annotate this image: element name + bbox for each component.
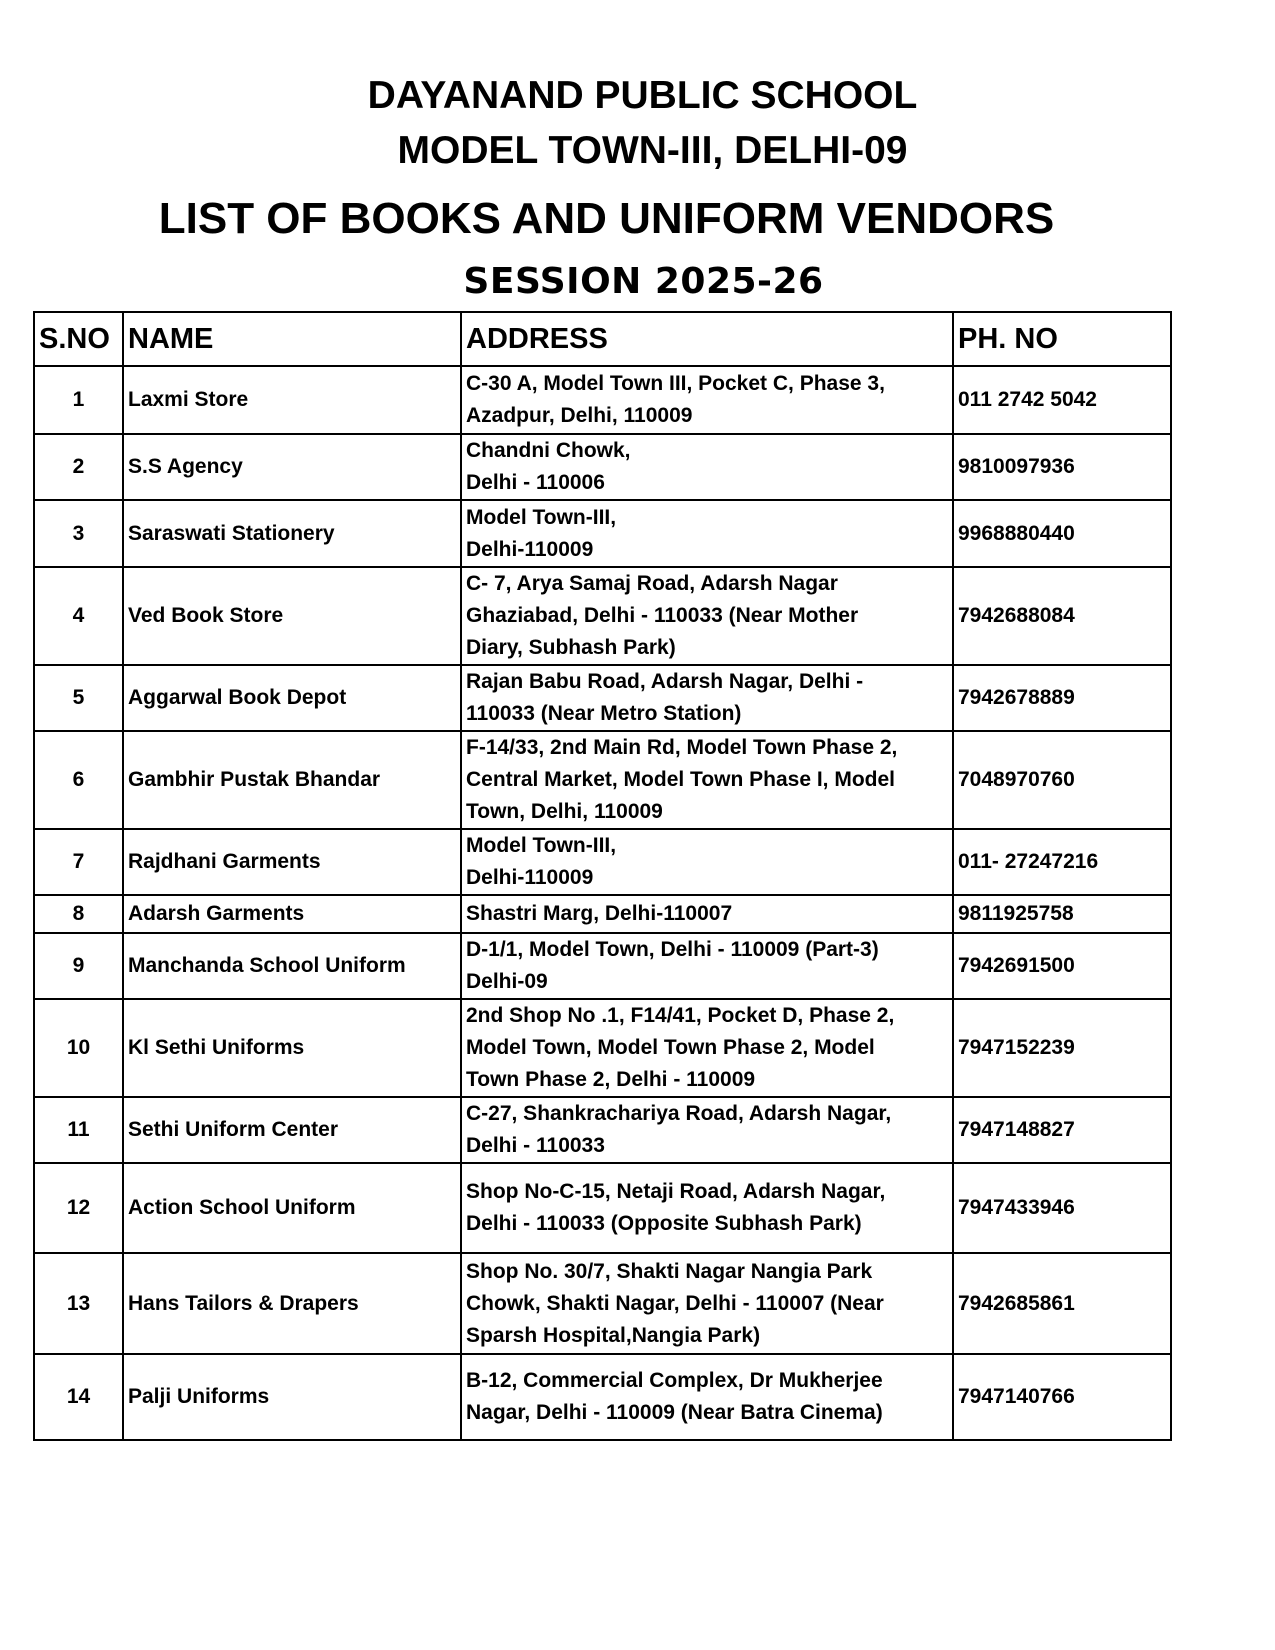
table-header-row — [34, 312, 1171, 366]
vendor-phone-cell: 7942691500 — [953, 933, 1171, 999]
address-line: Delhi - 110033 (Opposite Subhash Park) — [466, 1212, 862, 1235]
vendor-address-cell — [461, 895, 953, 933]
serial-number-cell: 8 — [34, 895, 123, 933]
vendor-name-cell: Ved Book Store — [123, 567, 461, 665]
vendor-address-cell — [461, 731, 953, 829]
vendor-phone-cell: 7942685861 — [953, 1253, 1171, 1354]
address-line: Town Phase 2, Delhi - 110009 — [466, 1068, 756, 1091]
serial-number-cell: 3 — [34, 500, 123, 567]
address-line: B-12, Commercial Complex, Dr Mukherjee — [466, 1369, 883, 1392]
serial-number-cell: 9 — [34, 933, 123, 999]
table-row — [34, 999, 1171, 1097]
address-line: Delhi-09 — [466, 970, 548, 993]
vendor-name-cell: Laxmi Store — [123, 366, 461, 434]
serial-number-cell: 4 — [34, 567, 123, 665]
address-line: Ghaziabad, Delhi - 110033 (Near Mother — [466, 604, 859, 627]
address-line: Delhi - 110006 — [466, 471, 605, 494]
vendor-phone-cell: 7048970760 — [953, 731, 1171, 829]
address-line: Delhi - 110033 — [466, 1134, 605, 1157]
vendor-name-cell: Kl Sethi Uniforms — [123, 999, 461, 1097]
address-line: C-27, Shankrachariya Road, Adarsh Nagar, — [466, 1102, 892, 1125]
table-row — [34, 1354, 1171, 1440]
table-row — [34, 567, 1171, 665]
table-row — [34, 933, 1171, 999]
vendor-name-cell: Sethi Uniform Center — [123, 1097, 461, 1163]
serial-number-cell: 7 — [34, 829, 123, 895]
address-line: Model Town, Model Town Phase 2, Model — [466, 1036, 875, 1059]
serial-number-cell: 10 — [34, 999, 123, 1097]
serial-number-cell: 5 — [34, 665, 123, 731]
address-line: Chowk, Shakti Nagar, Delhi - 110007 (Near — [466, 1291, 884, 1315]
vendor-phone-cell: 7947433946 — [953, 1163, 1171, 1253]
table-row — [34, 829, 1171, 895]
address-line: Azadpur, Delhi, 110009 — [466, 404, 693, 427]
vendor-name-cell: Action School Uniform — [123, 1163, 461, 1253]
vendor-phone-cell: 7942688084 — [953, 567, 1171, 665]
serial-number-cell: 14 — [34, 1354, 123, 1440]
address-line: 2nd Shop No .1, F14/41, Pocket D, Phase 2, — [466, 1004, 895, 1027]
session-label: SESSION 2025-26 — [463, 261, 824, 302]
table-row — [34, 665, 1171, 731]
vendor-name-cell: Aggarwal Book Depot — [123, 665, 461, 731]
vendor-phone-cell: 9810097936 — [953, 434, 1171, 500]
address-line: Nagar, Delhi - 110009 (Near Batra Cinema) — [466, 1401, 883, 1424]
school-name: DAYANAND PUBLIC SCHOOL — [367, 74, 918, 117]
table-row — [34, 434, 1171, 500]
vendor-address-cell — [461, 933, 953, 999]
table-row — [34, 500, 1171, 567]
vendor-phone-cell: 011 2742 5042 — [953, 366, 1171, 434]
address-line: C-30 A, Model Town III, Pocket C, Phase 3, — [466, 372, 885, 395]
vendor-phone-cell: 9811925758 — [953, 895, 1171, 933]
table-row — [34, 366, 1171, 434]
vendor-name-cell: S.S Agency — [123, 434, 461, 500]
column-header-address: ADDRESS — [461, 312, 953, 366]
school-location: MODEL TOWN-III, DELHI-09 — [397, 129, 908, 172]
table-row — [34, 1163, 1171, 1253]
address-line: D-1/1, Model Town, Delhi - 110009 (Part-3) — [466, 938, 879, 961]
address-line: Shop No. 30/7, Shakti Nagar Nangia Park — [466, 1259, 873, 1283]
vendor-phone-cell: 7947152239 — [953, 999, 1171, 1097]
table-row — [34, 1097, 1171, 1163]
vendor-name-cell: Saraswati Stationery — [123, 500, 461, 567]
serial-number-cell: 1 — [34, 366, 123, 434]
address-line: Diary, Subhash Park) — [466, 636, 676, 659]
vendor-phone-cell: 9968880440 — [953, 500, 1171, 567]
vendor-address-cell — [461, 1097, 953, 1163]
vendor-address-cell — [461, 567, 953, 665]
vendor-phone-cell: 7947140766 — [953, 1354, 1171, 1440]
list-title: LIST OF BOOKS AND UNIFORM VENDORS — [158, 194, 1055, 243]
vendor-address-cell — [461, 665, 953, 731]
address-line: Rajan Babu Road, Adarsh Nagar, Delhi - — [466, 670, 864, 693]
address-line: 110033 (Near Metro Station) — [466, 702, 742, 725]
column-header-sno: S.NO — [34, 312, 123, 366]
table-row — [34, 731, 1171, 829]
vendor-phone-cell: 7942678889 — [953, 665, 1171, 731]
address-line: Town, Delhi, 110009 — [466, 800, 663, 823]
vendor-phone-cell: 011- 27247216 — [953, 829, 1171, 895]
serial-number-cell: 2 — [34, 434, 123, 500]
address-line: Chandni Chowk, — [466, 439, 631, 462]
address-line: Shastri Marg, Delhi-110007 — [466, 902, 733, 925]
vendor-address-cell — [461, 434, 953, 500]
address-line: Shop No-C-15, Netaji Road, Adarsh Nagar, — [466, 1180, 886, 1203]
vendor-name-cell: Palji Uniforms — [123, 1354, 461, 1440]
vendor-name-cell: Hans Tailors & Drapers — [123, 1253, 461, 1354]
serial-number-cell: 12 — [34, 1163, 123, 1253]
vendor-address-cell — [461, 1163, 953, 1253]
address-line: Model Town-III, — [466, 834, 617, 857]
vendor-address-cell — [461, 1253, 953, 1354]
table-row — [34, 895, 1171, 933]
vendor-name-cell: Adarsh Garments — [123, 895, 461, 933]
column-header-name: NAME — [123, 312, 461, 366]
vendor-address-cell — [461, 1354, 953, 1440]
table-row — [34, 1253, 1171, 1354]
vendor-name-cell: Gambhir Pustak Bhandar — [123, 731, 461, 829]
vendor-address-cell — [461, 500, 953, 567]
vendor-name-cell: Manchanda School Uniform — [123, 933, 461, 999]
vendor-phone-cell: 7947148827 — [953, 1097, 1171, 1163]
vendor-address-cell — [461, 999, 953, 1097]
serial-number-cell: 6 — [34, 731, 123, 829]
vendors-table — [33, 311, 1172, 1441]
vendor-name-cell: Rajdhani Garments — [123, 829, 461, 895]
address-line: F-14/33, 2nd Main Rd, Model Town Phase 2, — [466, 736, 898, 759]
address-line: Sparsh Hospital,Nangia Park) — [466, 1323, 761, 1347]
address-line: Delhi-110009 — [466, 866, 594, 889]
column-header-phone: PH. NO — [953, 312, 1171, 366]
serial-number-cell: 11 — [34, 1097, 123, 1163]
address-line: Delhi-110009 — [466, 537, 594, 561]
vendor-rows — [34, 366, 1171, 1440]
address-line: C- 7, Arya Samaj Road, Adarsh Nagar — [466, 572, 838, 595]
serial-number-cell: 13 — [34, 1253, 123, 1354]
address-line: Model Town-III, — [466, 505, 617, 529]
vendor-address-cell — [461, 366, 953, 434]
vendor-address-cell — [461, 829, 953, 895]
address-line: Central Market, Model Town Phase I, Model — [466, 768, 896, 791]
